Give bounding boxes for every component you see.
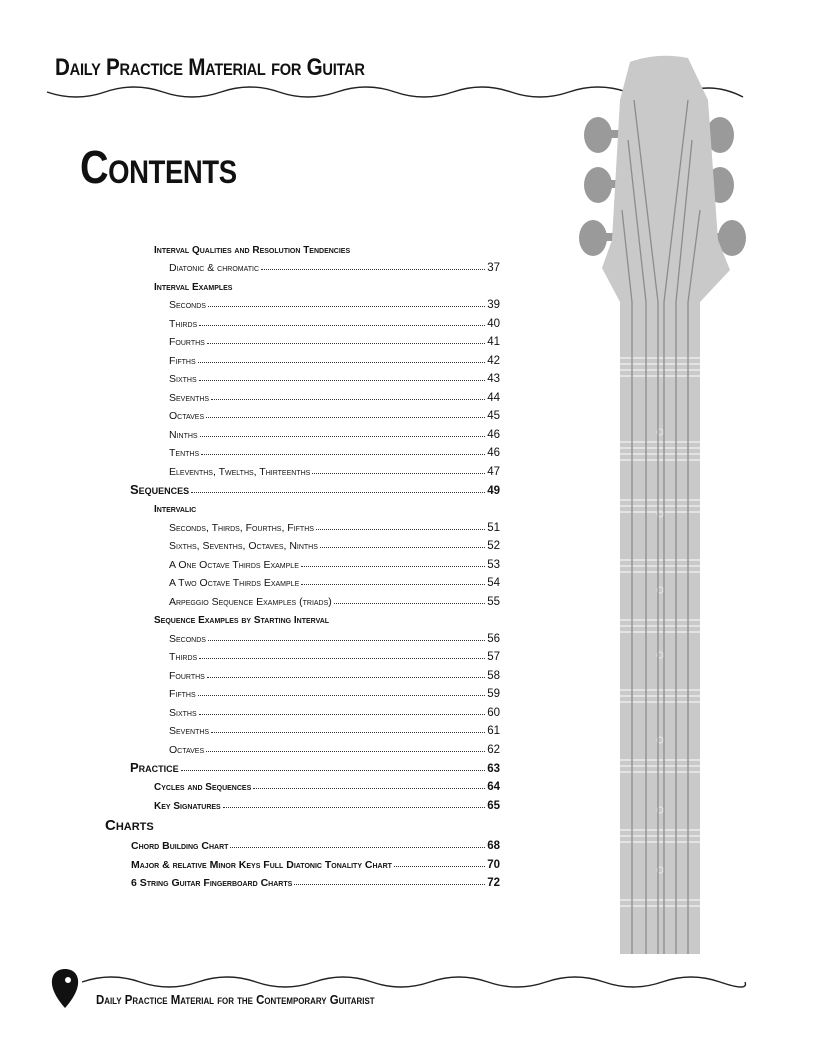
toc-page-number: 61 — [487, 725, 500, 737]
toc-page-number: 70 — [487, 858, 500, 871]
toc-page-number: 60 — [487, 706, 500, 719]
toc-entry-label: Interval Examples — [154, 281, 233, 293]
toc-entry-label: A Two Octave Thirds Example — [169, 577, 300, 589]
toc-entry-label: Ninths — [169, 428, 198, 441]
toc-page-number: 58 — [487, 669, 500, 682]
toc-entry-label: Seconds — [169, 299, 206, 311]
toc-entry-label: Diatonic & chromatic — [169, 262, 260, 274]
toc-entry-label: Chord Building Chart — [131, 840, 229, 852]
toc-page-number: 46 — [487, 447, 500, 459]
toc-page-number: 46 — [487, 428, 500, 441]
toc-entry-label: Octaves — [169, 410, 205, 422]
toc-entry-label: Interval Qualities and Resolution Tendencies — [154, 244, 351, 256]
toc-page-number: 43 — [487, 373, 500, 385]
toc-entry-label: Sequence Examples by Starting Interval — [154, 615, 330, 626]
toc-entry-label: Seconds — [169, 632, 206, 645]
toc-page-number: 45 — [487, 410, 500, 422]
toc-entry-label: Intervalic — [154, 504, 197, 515]
toc-page-number: 65 — [487, 799, 500, 812]
toc-entry-label: Sequences — [130, 481, 190, 497]
toc-entry-label: Seconds, Thirds, Fourths, Fifths — [169, 521, 314, 534]
toc-page-number: 47 — [487, 465, 500, 478]
toc-entry-label: Practice — [130, 759, 179, 775]
toc-entry-label: Key Signatures — [154, 800, 221, 812]
toc-page-number: 68 — [487, 840, 500, 852]
toc-entry-label: Tenths — [169, 447, 200, 459]
toc-page-number: 54 — [487, 577, 500, 589]
footer-text: Daily Practice Material for the Contemporary Guitarist — [96, 992, 375, 1007]
toc-entry-label: Cycles and Sequences — [154, 782, 252, 793]
toc-entry-label: Fifths — [169, 354, 196, 367]
toc-page-number: 37 — [487, 262, 500, 274]
toc-page-number: 53 — [487, 558, 500, 571]
toc-entry-label: Major & relative Minor Keys Full Diatonic Tonality Chart — [131, 858, 392, 871]
toc-page-number: 49 — [487, 484, 500, 497]
toc-entry-label: Sixths — [169, 706, 197, 719]
toc-entry-label: Octaves — [169, 743, 205, 756]
toc-page-number: 59 — [487, 688, 500, 700]
toc-page-number: 42 — [487, 354, 500, 367]
toc-page-number: 55 — [487, 595, 500, 608]
toc-page-number: 56 — [487, 632, 500, 645]
toc-page-number: 57 — [487, 651, 500, 663]
toc-entry-label: A One Octave Thirds Example — [169, 558, 299, 571]
guitar-pick-icon — [50, 968, 80, 1010]
toc-entry-label: Sevenths — [169, 391, 210, 404]
toc-entry-label: Fourths — [169, 336, 205, 348]
toc-entry-label: Sevenths — [169, 725, 210, 737]
page-title: Contents — [80, 141, 237, 193]
toc-entry-label: 6 String Guitar Fingerboard Charts — [131, 877, 293, 889]
toc-page-number: 41 — [487, 336, 500, 348]
toc-entry-label: Elevenths, Twelths, Thirteenths — [169, 465, 311, 478]
toc-page-number: 40 — [487, 317, 500, 330]
toc-page-number: 39 — [487, 299, 500, 311]
toc-entry-label: Fifths — [169, 688, 196, 700]
toc-entry-label: Sixths — [169, 373, 197, 385]
toc-entry-label: Thirds — [169, 651, 198, 663]
header-title: Daily Practice Material for Guitar — [55, 54, 365, 81]
toc-page-number: 64 — [487, 781, 500, 793]
toc-entry-label: Charts — [105, 816, 154, 834]
toc-page-number: 51 — [487, 521, 500, 534]
toc-page-number: 62 — [487, 743, 500, 756]
toc-page-number: 63 — [487, 762, 500, 775]
toc-entry-label: Thirds — [169, 317, 198, 330]
toc-page-number: 44 — [487, 391, 500, 404]
toc-entry-label: Fourths — [169, 669, 205, 682]
toc-page-number: 52 — [487, 540, 500, 552]
toc-entry-label: Sixths, Sevenths, Octaves, Ninths — [169, 540, 318, 552]
toc-page-number: 72 — [487, 877, 500, 889]
toc-entry-label: Arpeggio Sequence Examples (triads) — [169, 595, 332, 608]
